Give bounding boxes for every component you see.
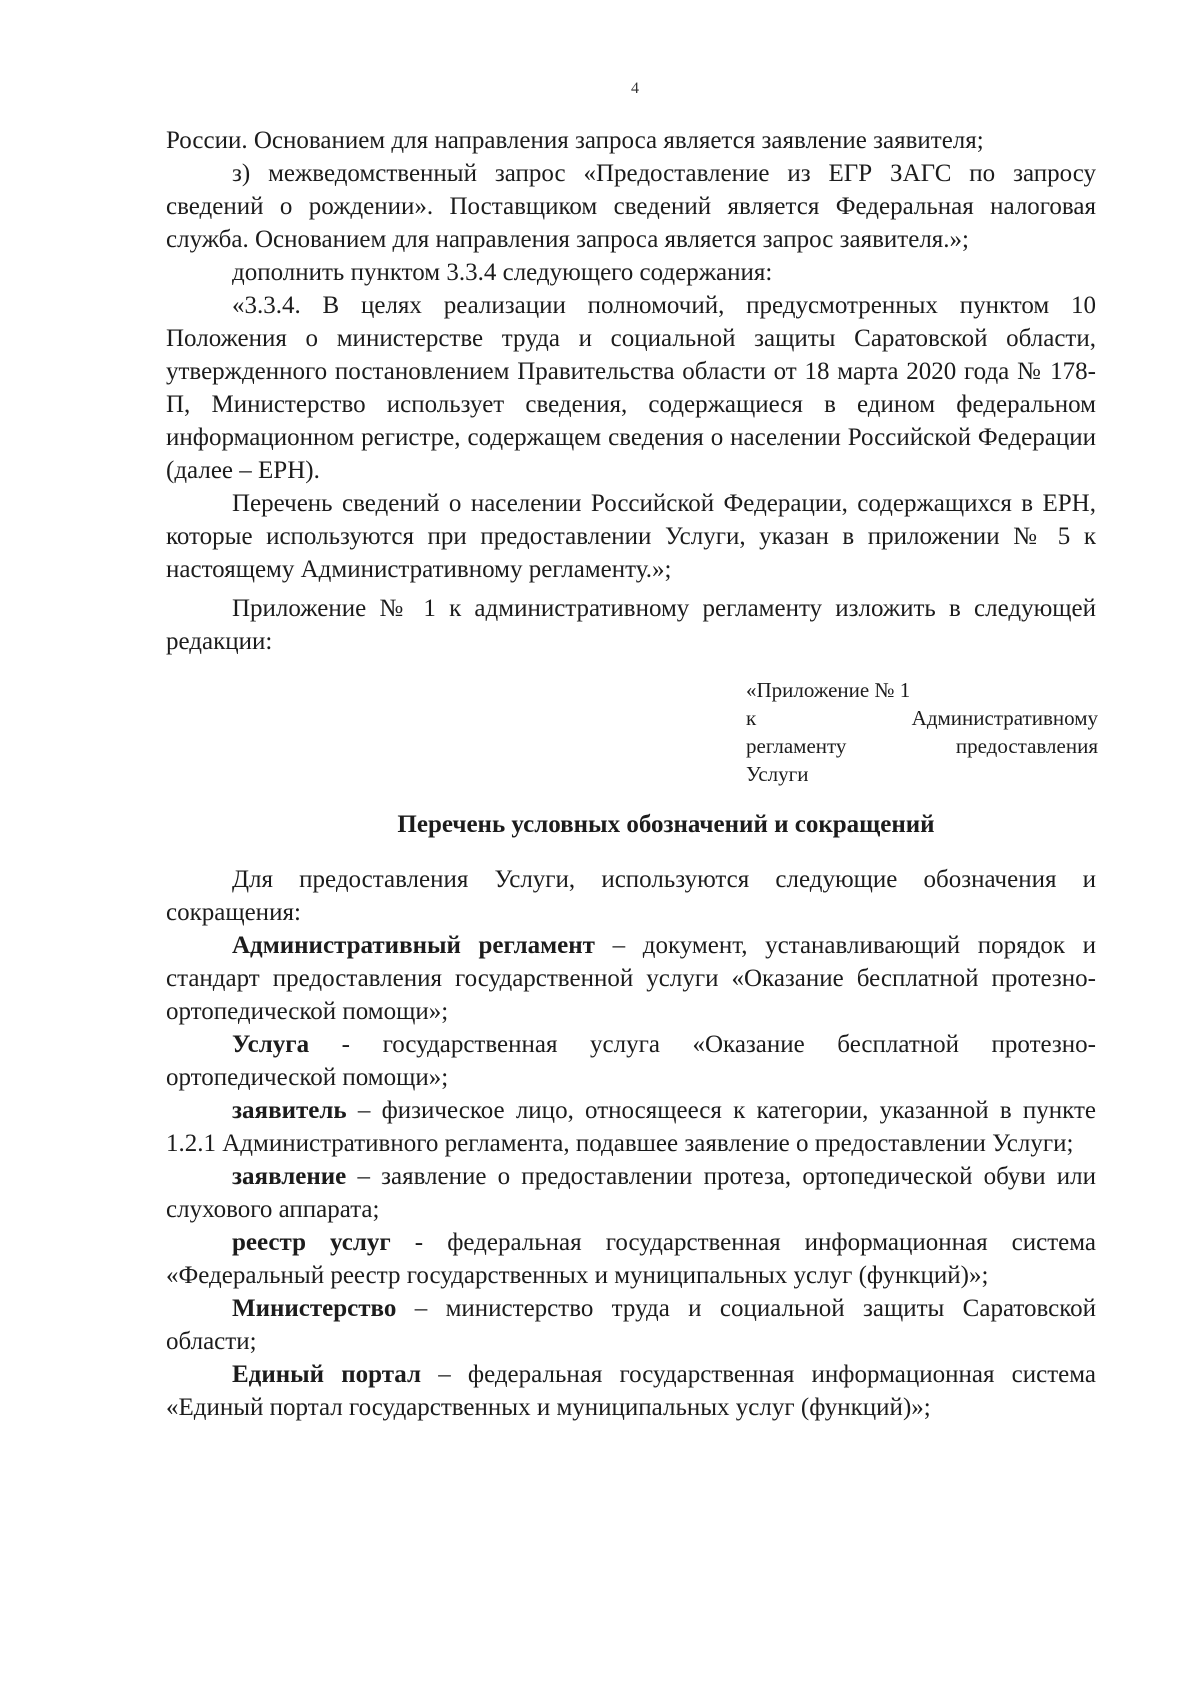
definition-item [166,1358,1096,1424]
definition-term: заявление [232,1163,347,1190]
definition-dash: - [309,1031,383,1058]
definition-term: Министерство [232,1295,397,1322]
definition-item [166,1292,1096,1358]
definition-dash: - [390,1229,448,1256]
document-body [166,124,1096,1424]
definition-text: документ, устанавливающий порядок и стандарт предоставления государственной услуги «Оказание бесплатной протезно-ортопедической помощи»; [166,932,1096,1025]
paragraph-supplement: дополнить пунктом 3.3.4 следующего содержания: [232,259,773,286]
paragraph-continuation: России. Основанием для направления запроса является заявление заявителя; [166,127,984,154]
definition-term: Услуга [232,1031,310,1058]
definition-item [166,1226,1096,1292]
paragraph-appendix-redaction: Приложение № 1 к административному регламенту изложить в следующей редакции: [166,595,1096,655]
section-heading: Перечень условных обозначений и сокращений [397,811,935,838]
definition-text: физическое лицо, относящееся к категории, указанной в пункте 1.2.1 Административного регламента, подавшее заявление о предоставлении Услуги; [166,1097,1097,1157]
intro-paragraph: Для предоставления Услуги, используются следующие обозначения и сокращения: [166,866,1096,926]
paragraph-item-z: з) межведомственный запрос «Предоставление из ЕГР ЗАГС по запросу сведений о рождении». Поставщиком сведений является Федеральная налоговая служба. Основанием для направления запроса является запрос заявителя.»; [166,160,1096,253]
paragraph-ern-list: Перечень сведений о населении Российской Федерации, содержащихся в ЕРН, которые используются при предоставлении Услуги, указан в приложении № 5 к настоящему Административному регламенту.»; [166,490,1096,583]
definition-term: реестр услуг [232,1229,391,1256]
page-number: 4 [631,80,639,97]
definition-item [166,1160,1096,1226]
definition-dash: – [594,932,643,959]
paragraph-3-3-4: «3.3.4. В целях реализации полномочий, предусмотренных пунктом 10 Положения о министерстве труда и социальной защиты Саратовской области, утвержденного постановлением Правительства области от 18 марта 2020 года № 178-П, Министерство использует сведения, содержащиеся в едином федеральном информационном регистре, содержащем сведения о населении Российской Федерации (далее – ЕРН). [166,292,1096,484]
definition-dash: – [346,1163,382,1190]
definition-item [166,1028,1096,1094]
definition-item [166,1094,1096,1160]
definition-text: федеральная государственная информационная система «Федеральный реестр государственных и муниципальных услуг (функций)»; [166,1229,1096,1289]
definition-dash: – [346,1097,382,1124]
definition-item [166,929,1096,1028]
definition-text: федеральная государственная информационная система «Единый портал государственных и муниципальных услуг (функций)»; [166,1361,1096,1421]
definition-text: государственная услуга «Оказание бесплатной протезно-ортопедической помощи»; [166,1031,1097,1091]
definition-dash: – [396,1295,446,1322]
attachment-note-line: регламенту предоставления [746,734,1098,758]
attachment-note [746,676,1098,788]
attachment-note-line: к Административному [746,706,1098,730]
definition-text: заявление о предоставлении протеза, ортопедической обуви или слухового аппарата; [166,1163,1096,1223]
definition-text: министерство труда и социальной защиты Саратовской области; [166,1295,1096,1355]
definition-term: заявитель [232,1097,347,1124]
definition-term: Административный регламент [232,932,595,959]
definition-dash: – [421,1361,468,1388]
attachment-note-line: «Приложение № 1 [746,678,911,702]
definition-term: Единый портал [232,1361,422,1388]
attachment-note-line: Услуги [746,762,809,786]
